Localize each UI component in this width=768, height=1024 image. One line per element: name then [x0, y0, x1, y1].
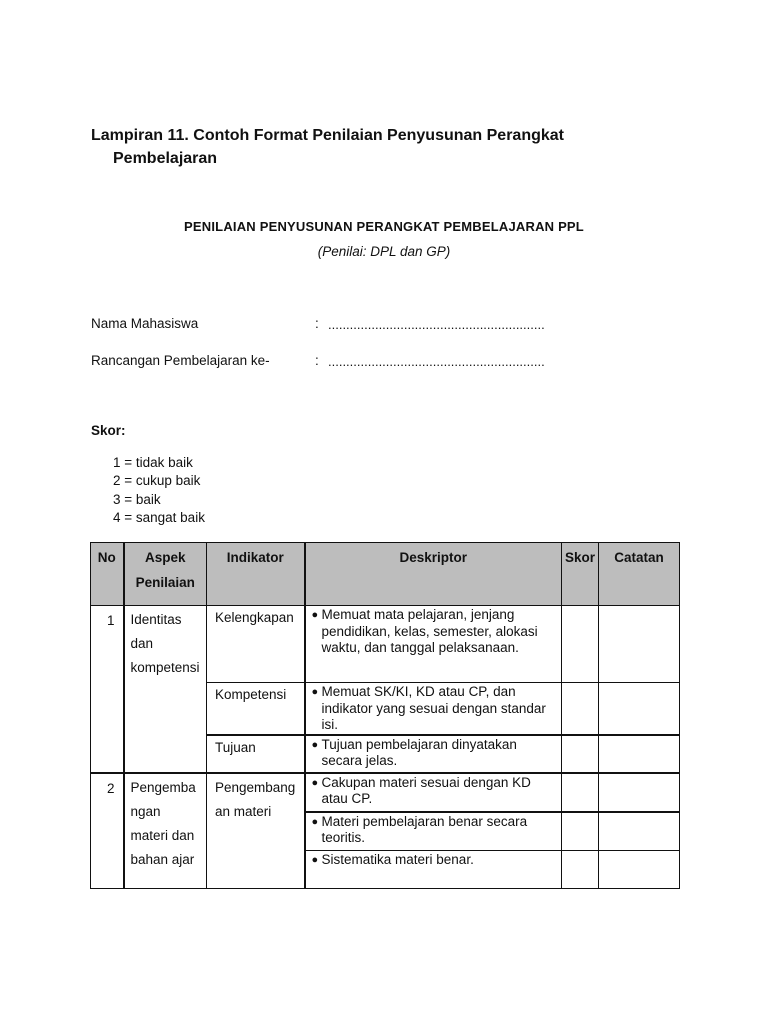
header-no: No	[91, 543, 124, 606]
header-indikator: Indikator	[207, 543, 305, 606]
score-cell[interactable]	[562, 606, 599, 683]
lesson-plan-number-field[interactable]: ............................................................	[328, 354, 545, 369]
table-row	[91, 606, 680, 683]
score-cell[interactable]	[562, 773, 599, 812]
header-catatan: Catatan	[599, 543, 680, 606]
assessment-table	[90, 542, 680, 889]
indicator-text: Kelengkapan	[215, 610, 294, 625]
row-number: 1	[91, 606, 124, 773]
indicator-text: Kompetensi	[215, 687, 287, 702]
aspect-text: kompetensi	[130, 660, 200, 675]
lesson-plan-number-label: Rancangan Pembelajaran ke-	[91, 353, 270, 368]
appendix-title-line2: Pembelajaran	[113, 150, 218, 167]
student-name-separator: :	[315, 316, 319, 331]
score-cell[interactable]	[562, 735, 599, 773]
header-deskriptor: Deskriptor	[305, 543, 562, 606]
bullet-icon: ●	[311, 686, 319, 698]
bullet-icon: ●	[311, 609, 319, 621]
indicator-text: Tujuan	[215, 739, 256, 755]
aspect-text: Identitas	[130, 612, 182, 627]
header-aspek-line2: Penilaian	[135, 575, 195, 590]
student-name-label: Nama Mahasiswa	[91, 316, 199, 331]
descriptor-cell	[305, 812, 562, 851]
form-title: PENILAIAN PENYUSUNAN PERANGKAT PEMBELAJARAN PPL	[184, 219, 584, 234]
score-item: 1 = tidak baik	[113, 455, 193, 470]
score-cell[interactable]	[562, 812, 599, 851]
score-cell[interactable]	[562, 851, 599, 889]
score-item: 3 = baik	[113, 492, 161, 507]
descriptor-cell	[305, 735, 562, 773]
descriptor-text: Cakupan materi sesuai dengan KD atau CP.	[321, 774, 531, 806]
row-number: 2	[91, 773, 124, 889]
score-item: 2 = cukup baik	[113, 473, 201, 488]
bullet-icon: ●	[311, 854, 319, 866]
descriptor-text: Sistematika materi benar.	[321, 852, 474, 867]
student-name-field[interactable]: ............................................................	[328, 317, 545, 332]
descriptor-cell	[305, 683, 562, 735]
aspect-text: materi dan	[130, 827, 195, 843]
indicator-cell	[207, 683, 305, 735]
lesson-plan-number-separator: :	[315, 353, 319, 368]
indicator-cell	[207, 606, 305, 683]
notes-cell[interactable]	[599, 851, 680, 889]
notes-cell[interactable]	[599, 735, 680, 773]
indicator-cell	[207, 735, 305, 773]
notes-cell[interactable]	[599, 683, 680, 735]
aspect-cell	[124, 773, 207, 889]
table-header-row	[91, 543, 680, 606]
aspect-cell	[124, 606, 207, 773]
aspect-text: dan	[130, 636, 154, 651]
score-cell[interactable]	[562, 683, 599, 735]
table-row	[91, 773, 680, 812]
indicator-cell	[207, 773, 305, 889]
aspect-text: Pengemba	[130, 779, 196, 795]
bullet-icon: ●	[311, 776, 319, 789]
indicator-text: an materi	[215, 803, 272, 819]
indicator-text: Pengembang	[215, 779, 296, 795]
bullet-icon: ●	[311, 738, 319, 751]
aspect-text: bahan ajar	[130, 851, 195, 867]
score-item: 4 = sangat baik	[113, 510, 205, 525]
bullet-icon: ●	[311, 815, 319, 828]
form-subtitle: (Penilai: DPL dan GP)	[317, 244, 451, 259]
aspect-text: ngan	[130, 803, 161, 819]
descriptor-text: Materi pembelajaran benar secara teoritis.	[321, 813, 528, 845]
descriptor-text: Memuat mata pelajaran, jenjang pendidikan, kelas, semester, alokasi waktu, dan tanggal pelaksanaan.	[321, 607, 538, 655]
notes-cell[interactable]	[599, 773, 680, 812]
header-skor: Skor	[562, 543, 599, 606]
header-aspek	[124, 543, 207, 606]
descriptor-text: Memuat SK/KI, KD atau CP, dan indikator yang sesuai dengan standar isi.	[321, 684, 546, 732]
notes-cell[interactable]	[599, 812, 680, 851]
score-heading: Skor:	[91, 423, 126, 438]
descriptor-text: Tujuan pembelajaran dinyatakan secara jelas.	[321, 736, 517, 768]
descriptor-cell	[305, 851, 562, 889]
appendix-title	[91, 124, 691, 170]
notes-cell[interactable]	[599, 606, 680, 683]
descriptor-cell	[305, 606, 562, 683]
descriptor-cell	[305, 773, 562, 812]
header-aspek-line1: Aspek	[144, 550, 186, 565]
appendix-title-line1: Lampiran 11. Contoh Format Penilaian Penyusunan Perangkat	[91, 127, 564, 144]
